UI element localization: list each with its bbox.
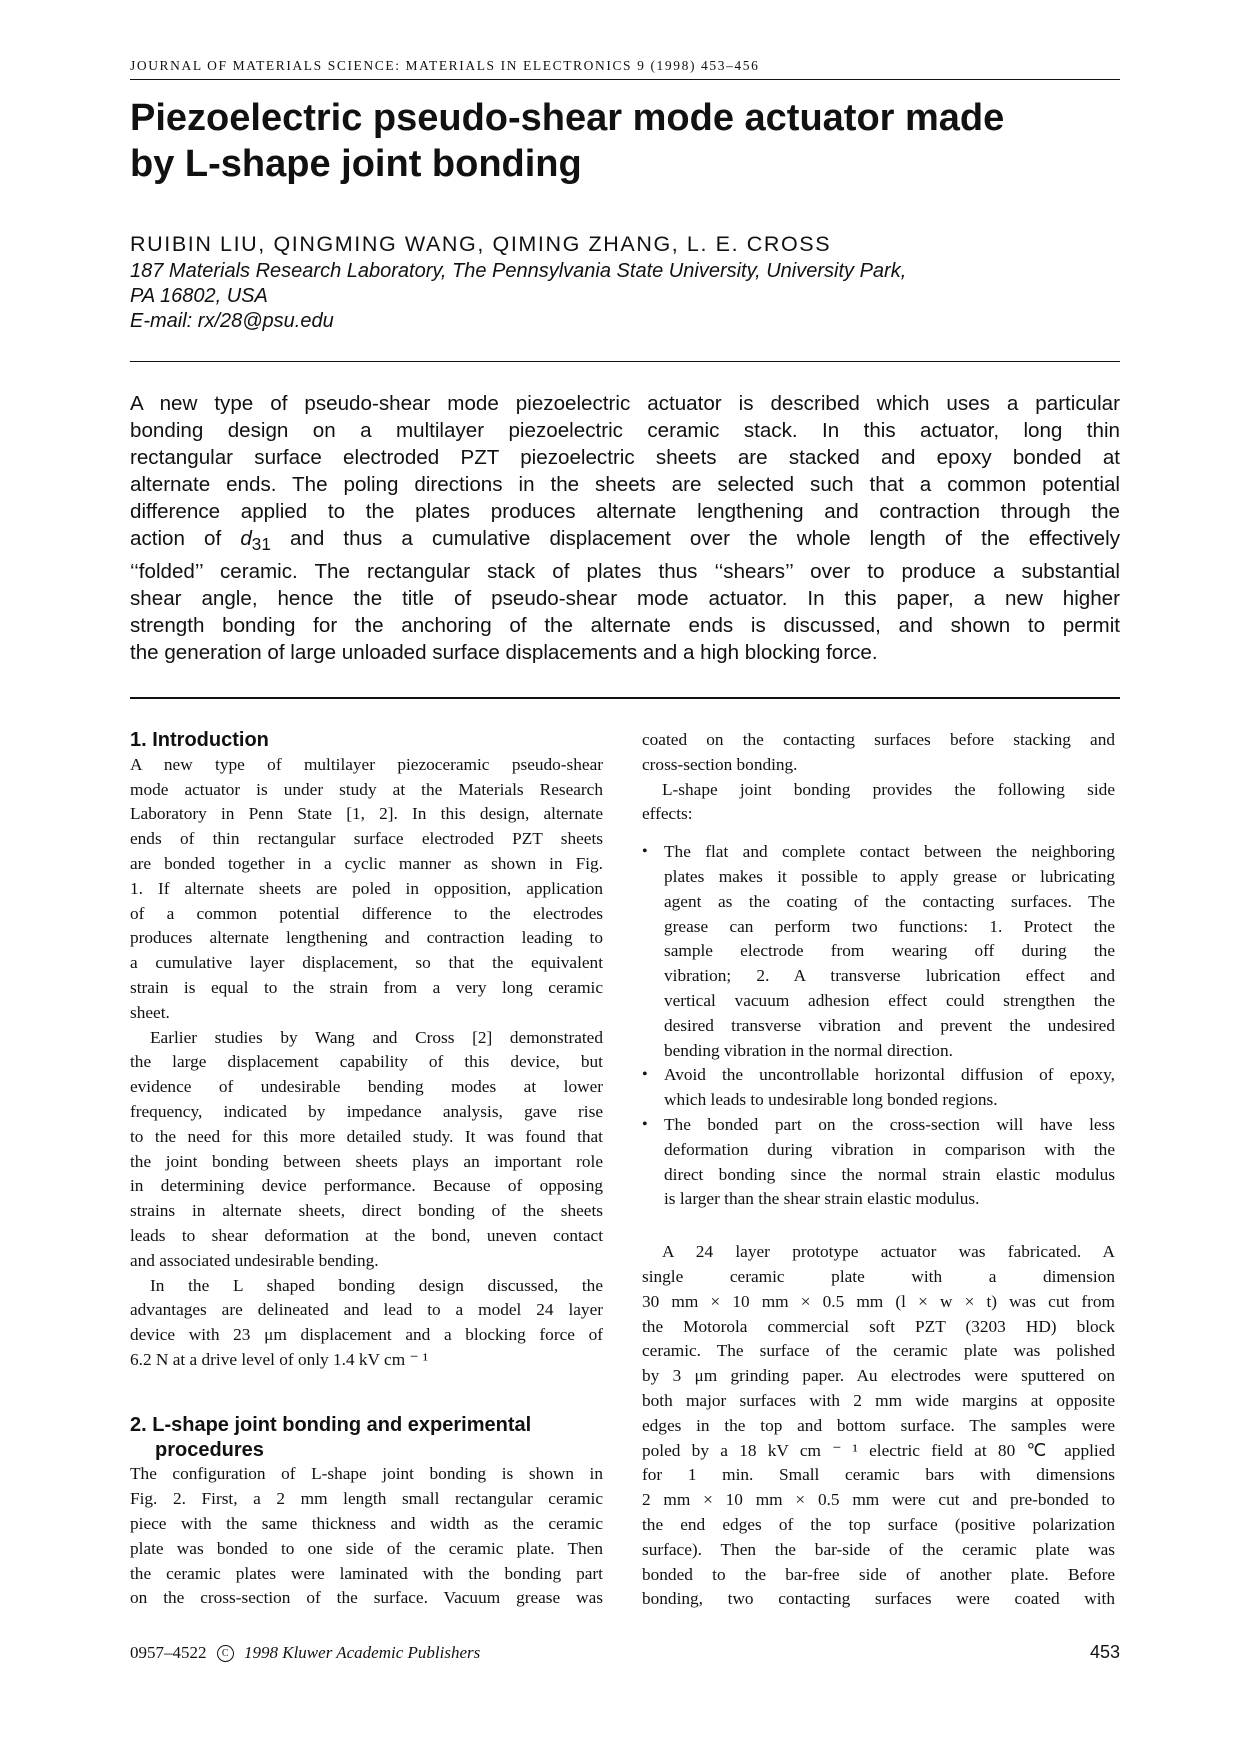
text-line: piece with the same thickness and width as the ceramic (130, 1513, 603, 1533)
section-2-heading-line-1: 2. L-shape joint bonding and experimental (130, 1413, 532, 1436)
text-line: Fig. 2. First, a 2 mm length small rectangular ceramic (130, 1489, 603, 1509)
intro-paragraph-1 (130, 753, 603, 1026)
text-line: are bonded together in a cyclic manner as shown in Fig. (130, 853, 603, 873)
d31-symbol: d (240, 527, 252, 550)
text-line: plates makes it possible to apply grease or lubricating (664, 866, 1115, 886)
text-line: L-shape joint bonding provides the following side (662, 779, 1115, 799)
section-2-heading-line-2: procedures (155, 1438, 264, 1461)
text-line: bonded to the bar-free side of another plate. Before (642, 1564, 1115, 1584)
copyright-icon: C (217, 1645, 234, 1662)
section-2-paragraph-1 (130, 1462, 603, 1611)
abstract-line: difference applied to the plates produces alternate lengthening and contraction through the (130, 500, 1120, 523)
text-line: frequency, indicated by impedance analysis, gave rise (130, 1101, 603, 1121)
bullet-item-3 (642, 1113, 1115, 1212)
text-line: In the L shaped bonding design discussed, the (150, 1275, 603, 1295)
text-line: 30 mm × 10 mm × 0.5 mm (l × w × t) was cut from (642, 1291, 1115, 1311)
text-line: the joint bonding between sheets plays an important role (130, 1151, 603, 1171)
text-line: leads to shear deformation at the bond, uneven contact (130, 1225, 603, 1245)
text-line: Avoid the uncontrollable horizontal diffusion of epoxy, (664, 1065, 1115, 1085)
text-line: effects: (642, 804, 693, 824)
bullet-item-2 (642, 1063, 1115, 1113)
text-line: Earlier studies by Wang and Cross [2] demonstrated (150, 1027, 603, 1047)
abstract-line: shear angle, hence the title of pseudo-shear mode actuator. In this paper, a new higher (130, 587, 1120, 611)
text-line: advantages are delineated and lead to a model 24 layer (130, 1300, 603, 1320)
affiliation-line-2: PA 16802, USA (130, 285, 268, 307)
author-list: RUIBIN LIU, QINGMING WANG, QIMING ZHANG, L. E. CROSS (130, 232, 832, 256)
text-line: which leads to undesirable long bonded regions. (664, 1090, 998, 1110)
text-line: direct bonding since the normal strain elastic modulus (664, 1164, 1115, 1184)
bullet-icon: • (642, 1066, 648, 1084)
text-line: The flat and complete contact between the neighboring (664, 842, 1115, 862)
abstract-line: alternate ends. The poling directions in the sheets are selected such that a common potential (130, 473, 1120, 496)
text-line: to the need for this more detailed study. It was found that (130, 1126, 603, 1146)
text-line: strain is equal to the strain from a very long ceramic (130, 977, 603, 997)
abstract-bottom-rule (130, 697, 1120, 699)
bullet-icon: • (642, 843, 648, 861)
text-line: A new type of multilayer piezoceramic pseudo-shear (130, 754, 603, 774)
bullet-icon: • (642, 1115, 648, 1133)
section-1-heading: 1. Introduction (130, 729, 269, 751)
bullet-text (664, 1113, 1115, 1212)
text-line: bending vibration in the normal direction. (664, 1040, 953, 1060)
abstract-text: action of (130, 527, 241, 550)
intro-paragraph-3 (130, 1274, 603, 1373)
text-line: the Motorola commercial soft PZT (3203 HD) block (642, 1316, 1115, 1336)
text-line: agent as the coating of the contacting surfaces. The (664, 891, 1115, 911)
issn: 0957–4522 (130, 1643, 207, 1662)
text-line: ends of thin rectangular surface electroded PZT sheets (130, 829, 603, 849)
footer-left (130, 1643, 480, 1663)
intro-paragraph-2 (130, 1026, 603, 1274)
text-line: the end edges of the top surface (positive polarization (642, 1514, 1115, 1534)
text-line: bonding, two contacting surfaces were coated with (642, 1589, 1115, 1609)
text-line: Laboratory in Penn State [1, 2]. In this design, alternate (130, 804, 603, 824)
text-line: by 3 μm grinding paper. Au electrodes were sputtered on (642, 1366, 1115, 1386)
text-line: evidence of undesirable bending modes at lower (130, 1077, 603, 1097)
abstract-line (130, 525, 1120, 558)
text-line: is larger than the shear strain elastic modulus. (664, 1189, 980, 1209)
text-line: edges in the top and bottom surface. The samples were (642, 1415, 1115, 1435)
text-line: sheet. (130, 1002, 170, 1022)
text-line: vibration; 2. A transverse lubrication effect and (664, 966, 1115, 986)
affiliation-line-1: 187 Materials Research Laboratory, The Pennsylvania State University, University Park, (130, 260, 907, 282)
text-line: vertical vacuum adhesion effect could strengthen the (664, 990, 1115, 1010)
text-line: strains in alternate sheets, direct bonding of the sheets (130, 1201, 603, 1221)
text-line: produces alternate lengthening and contraction leading to (130, 928, 603, 948)
journal-header: JOURNAL OF MATERIALS SCIENCE: MATERIALS IN ELECTRONICS 9 (1998) 453–456 (130, 58, 760, 73)
paragraph-gap (642, 1212, 1115, 1240)
text-line: A 24 layer prototype actuator was fabricated. A (662, 1242, 1115, 1262)
text-line: surface). Then the bar-side of the ceramic plate was (642, 1539, 1115, 1559)
text-line: for 1 min. Small ceramic bars with dimensions (642, 1465, 1115, 1485)
right-column (642, 728, 1115, 1612)
header-rule (130, 79, 1120, 80)
text-line: ceramic. The surface of the ceramic plate was polished (642, 1341, 1115, 1361)
bullet-item-1 (642, 840, 1115, 1063)
text-line: 6.2 N at a drive level of only 1.4 kV cm ⁻ ¹ (130, 1349, 429, 1369)
text-line: on the cross-section of the surface. Vacuum grease was (130, 1588, 603, 1608)
abstract-line: A new type of pseudo-shear mode piezoelectric actuator is described which uses a particular (130, 392, 1120, 415)
text-line: 2 mm × 10 mm × 0.5 mm were cut and pre-bonded to (642, 1490, 1115, 1510)
bullet-text (664, 1063, 1115, 1113)
affiliation (130, 259, 1120, 334)
author-email: E-mail: rx/28@psu.edu (130, 310, 334, 332)
abstract-line: rectangular surface electroded PZT piezoelectric sheets are stacked and epoxy bonded at (130, 446, 1120, 469)
text-line: sample electrode from wearing off during the (664, 941, 1115, 961)
text-line: device with 23 μm displacement and a blocking force of (130, 1325, 603, 1345)
text-line: 1. If alternate sheets are poled in opposition, application (130, 878, 603, 898)
abstract-line: ‘‘folded’’ ceramic. The rectangular stack of plates thus ‘‘shears’’ over to produce a substantial (130, 560, 1120, 584)
side-effects-intro (642, 778, 1115, 828)
abstract-line: the generation of large unloaded surface displacements and a high blocking force. (130, 641, 878, 665)
text-line: The configuration of L-shape joint bonding is shown in (130, 1464, 603, 1484)
section-gap (130, 1373, 603, 1413)
abstract-text: and thus a cumulative displacement over the whole length of the effectively (270, 527, 1121, 550)
text-line: poled by a 18 kV cm ⁻ ¹ electric field at 80 ℃ applied (642, 1440, 1115, 1460)
fabrication-paragraph (642, 1240, 1115, 1612)
text-line: the large displacement capability of this device, but (130, 1052, 603, 1072)
abstract-line: strength bonding for the anchoring of the alternate ends is discussed, and shown to permit (130, 614, 1120, 638)
bullet-text (664, 840, 1115, 1063)
text-line: plate was bonded to one side of the ceramic plate. Then (130, 1538, 603, 1558)
text-line: desired transverse vibration and prevent the undesired (664, 1015, 1115, 1035)
section-2-heading (130, 1413, 603, 1463)
abstract-top-rule (130, 361, 1120, 362)
abstract (130, 390, 1120, 666)
text-line: coated on the contacting surfaces before stacking and (642, 730, 1115, 749)
d31-subscript: 31 (251, 534, 271, 555)
text-line: both major surfaces with 2 mm wide margins at opposite (642, 1390, 1115, 1410)
title-line-2: by L-shape joint bonding (130, 143, 582, 185)
abstract-line: bonding design on a multilayer piezoelectric ceramic stack. In this actuator, long thin (130, 419, 1120, 442)
text-line: in determining device performance. Because of opposing (130, 1176, 603, 1196)
text-line: single ceramic plate with a dimension (642, 1266, 1115, 1286)
page-number: 453 (1089, 1642, 1120, 1662)
title-line-1: Piezoelectric pseudo-shear mode actuator made (130, 97, 1005, 139)
text-line: The bonded part on the cross-section will have less (664, 1114, 1115, 1134)
text-line: mode actuator is under study at the Materials Research (130, 779, 603, 799)
continued-paragraph (642, 728, 1115, 778)
publisher: 1998 Kluwer Academic Publishers (244, 1643, 481, 1662)
text-line: and associated undesirable bending. (130, 1250, 379, 1270)
paper-title (130, 95, 1120, 187)
text-line: cross-section bonding. (642, 754, 798, 774)
text-line: grease can perform two functions: 1. Protect the (664, 916, 1115, 936)
left-column (130, 728, 603, 1611)
text-line: the ceramic plates were laminated with the bonding part (130, 1563, 603, 1583)
text-line: a cumulative layer displacement, so that the equivalent (130, 953, 603, 973)
text-line: of a common potential difference to the electrodes (130, 903, 603, 923)
text-line: deformation during vibration in comparison with the (664, 1139, 1115, 1159)
list-gap (642, 827, 1115, 840)
